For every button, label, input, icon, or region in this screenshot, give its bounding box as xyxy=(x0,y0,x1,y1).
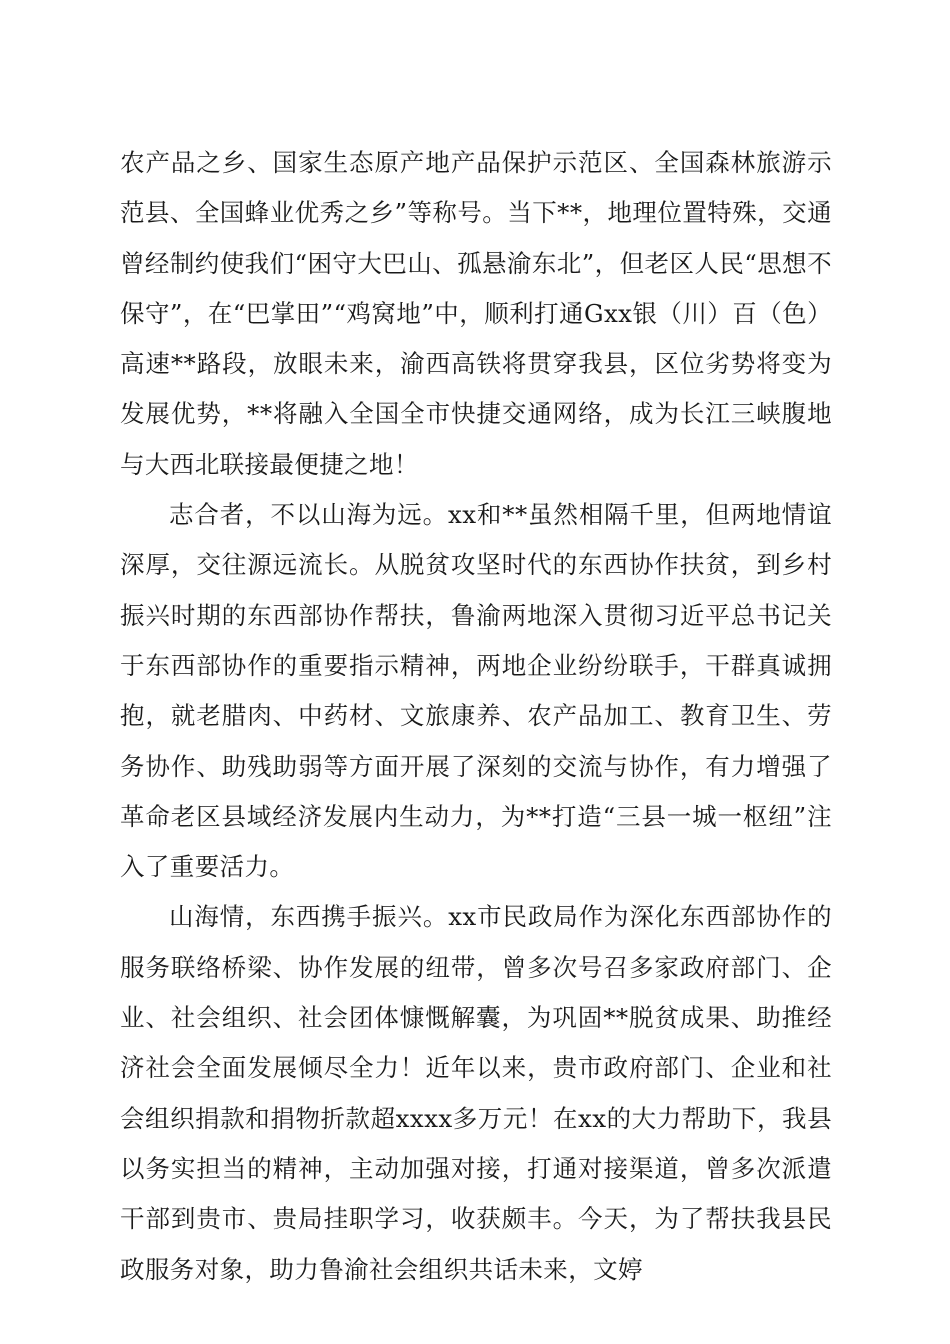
paragraph-cooperation-history: 志合者，不以山海为远。xx和**虽然相隔千里，但两地情谊深厚，交往源远流长。从脱贫攻坚时代的东西协作扶贫，到乡村振兴时期的东西部协作帮扶，鲁渝两地深入贯彻习近平总书记关于东西部协作的重要指示精神，两地企业纷纷联手，干群真诚拥抱，就老腊肉、中药材、文旅康养、农产品加工、教育卫生、劳务协作、助残助弱等方面开展了深刻的交流与协作，有力增强了革命老区县域经济发展内生动力，为**打造“三县一城一枢纽”注入了重要活力。 xyxy=(120,500,832,882)
paragraph-mountain-sea: 山海情，东西携手振兴。xx市民政局作为深化东西部协作的服务联络桥梁、协作发展的纽带，曾多次号召多家政府部门、企业、社会组织、社会团体慷慨解囊，为巩固**脱贫成果、助推经济社会全面发展倾尽全力！近年以来，贵市政府部门、企业和社会组织捐款和捐物折款超xxxx多万元！在xx的大力帮助下，我县以务实担当的精神，主动加强对接，打通对接渠道，曾多次派遣干部到贵市、贵局挂职学习，收获颇丰。今天，为了帮扶我县民政服务对象，助力鲁渝社会组织共话未来，文婷 xyxy=(120,902,832,1284)
paragraph-continued: 农产品之乡、国家生态原产地产品保护示范区、全国森林旅游示范县、全国蜂业优秀之乡”等称号。当下**，地理位置特殊，交通曾经制约使我们“困守大巴山、孤悬渝东北”，但老区人民“思想不保守”，在“巴掌田”“鸡窝地”中，顺利打通Gxx银（川）百（色）高速**路段，放眼未来，渝西高铁将贯穿我县，区位劣势将变为发展优势，**将融入全国全市快捷交通网络，成为长江三峡腹地与大西北联接最便捷之地！ xyxy=(120,148,832,479)
document-body xyxy=(120,138,832,1295)
